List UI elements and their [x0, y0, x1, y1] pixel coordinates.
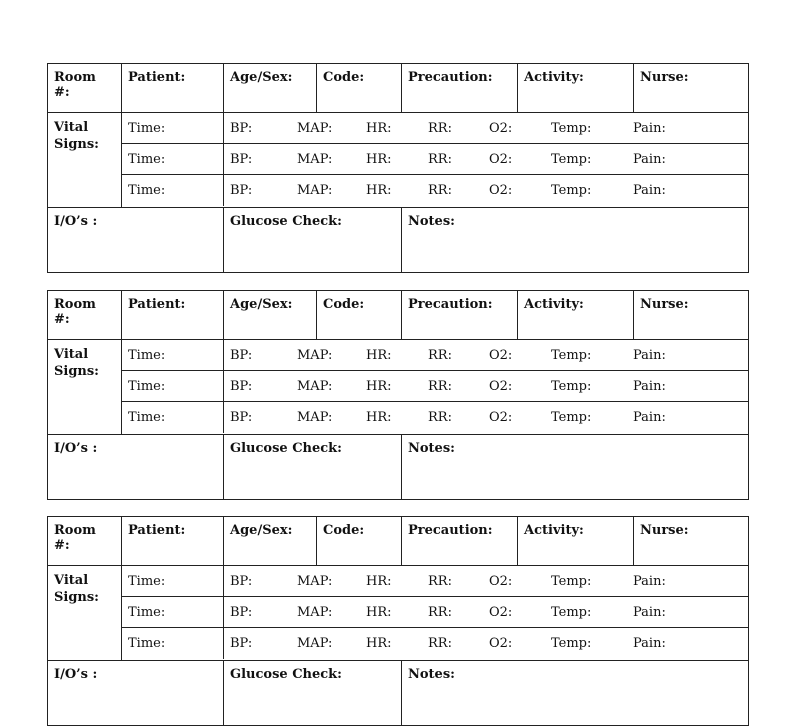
- age-sex-label: Age/Sex:: [230, 523, 293, 538]
- o2-label: O2:: [489, 573, 513, 589]
- activity-field[interactable]: [518, 517, 634, 565]
- age-sex-label: Age/Sex:: [230, 70, 293, 85]
- nurse-label: Nurse:: [640, 523, 689, 538]
- vital-signs-label: [48, 113, 122, 207]
- io-label: I/O’s :: [54, 441, 98, 456]
- io-row: [48, 661, 748, 725]
- vital-label-line2: Signs:: [54, 137, 99, 152]
- code-label: Code:: [323, 297, 365, 312]
- temp-label: Temp:: [551, 120, 592, 136]
- patient-field[interactable]: [122, 291, 224, 339]
- vital-row[interactable]: [122, 566, 748, 597]
- vital-row[interactable]: [122, 597, 748, 628]
- temp-label: Temp:: [551, 573, 592, 589]
- precaution-label: Precaution:: [408, 523, 493, 538]
- notes-label: Notes:: [408, 667, 455, 682]
- rr-label: RR:: [428, 183, 452, 198]
- bp-label: BP:: [230, 636, 253, 651]
- activity-label: Activity:: [524, 297, 584, 312]
- vital-row[interactable]: [122, 340, 748, 371]
- hr-label: HR:: [366, 120, 392, 136]
- rr-label: RR:: [428, 347, 452, 363]
- pain-label: Pain:: [633, 378, 666, 394]
- o2-label: O2:: [489, 410, 513, 425]
- map-label: MAP:: [297, 604, 333, 620]
- room-label: Room #:: [54, 70, 96, 100]
- room-field[interactable]: [48, 64, 122, 112]
- hr-label: HR:: [366, 183, 392, 198]
- nurse-field[interactable]: [634, 291, 748, 339]
- pain-label: Pain:: [633, 573, 666, 589]
- patient-label: Patient:: [128, 297, 186, 312]
- activity-label: Activity:: [524, 70, 584, 85]
- map-label: MAP:: [297, 183, 333, 198]
- temp-label: Temp:: [551, 636, 592, 651]
- nurse-field[interactable]: [634, 64, 748, 112]
- time-label: Time:: [122, 113, 224, 143]
- hr-label: HR:: [366, 378, 392, 394]
- time-label: Time:: [122, 597, 224, 627]
- io-field[interactable]: [48, 208, 224, 272]
- notes-field[interactable]: [402, 208, 748, 272]
- notes-field[interactable]: [402, 435, 748, 499]
- io-label: I/O’s :: [54, 214, 98, 229]
- vital-label-line2: Signs:: [54, 590, 99, 605]
- vital-signs-section: [48, 566, 748, 661]
- activity-field[interactable]: [518, 291, 634, 339]
- nurse-field[interactable]: [634, 517, 748, 565]
- pain-label: Pain:: [633, 604, 666, 620]
- temp-label: Temp:: [551, 378, 592, 394]
- patient-label: Patient:: [128, 70, 186, 85]
- vital-signs-label: [48, 340, 122, 434]
- age-sex-field[interactable]: [224, 517, 317, 565]
- time-label: Time:: [122, 566, 224, 596]
- header-row: [48, 64, 748, 113]
- vital-row[interactable]: [122, 402, 748, 433]
- map-label: MAP:: [297, 573, 333, 589]
- o2-label: O2:: [489, 347, 513, 363]
- header-row: [48, 517, 748, 566]
- vital-row[interactable]: [122, 371, 748, 402]
- vital-row[interactable]: [122, 628, 748, 659]
- glucose-label: Glucose Check:: [230, 667, 342, 682]
- pain-label: Pain:: [633, 151, 666, 167]
- bp-label: BP:: [230, 120, 253, 136]
- code-field[interactable]: [317, 291, 402, 339]
- precaution-field[interactable]: [402, 64, 518, 112]
- room-field[interactable]: [48, 291, 122, 339]
- age-sex-field[interactable]: [224, 64, 317, 112]
- bp-label: BP:: [230, 573, 253, 589]
- hr-label: HR:: [366, 151, 392, 167]
- precaution-label: Precaution:: [408, 297, 493, 312]
- vital-signs-section: [48, 113, 748, 208]
- hr-label: HR:: [366, 347, 392, 363]
- o2-label: O2:: [489, 120, 513, 136]
- temp-label: Temp:: [551, 410, 592, 425]
- io-row: [48, 208, 748, 272]
- io-row: [48, 435, 748, 499]
- glucose-field[interactable]: [224, 208, 402, 272]
- vital-row[interactable]: [122, 113, 748, 144]
- patient-field[interactable]: [122, 64, 224, 112]
- vital-label-line1: Vital: [54, 120, 89, 135]
- temp-label: Temp:: [551, 347, 592, 363]
- precaution-field[interactable]: [402, 517, 518, 565]
- patient-card-3: [47, 516, 749, 726]
- temp-label: Temp:: [551, 604, 592, 620]
- vital-row[interactable]: [122, 144, 748, 175]
- header-row: [48, 291, 748, 340]
- hr-label: HR:: [366, 636, 392, 651]
- map-label: MAP:: [297, 636, 333, 651]
- temp-label: Temp:: [551, 151, 592, 167]
- map-label: MAP:: [297, 347, 333, 363]
- glucose-field[interactable]: [224, 435, 402, 499]
- patient-card-1: [47, 63, 749, 273]
- bp-label: BP:: [230, 151, 253, 167]
- vital-signs-section: [48, 340, 748, 435]
- activity-field[interactable]: [518, 64, 634, 112]
- o2-label: O2:: [489, 378, 513, 394]
- precaution-label: Precaution:: [408, 70, 493, 85]
- age-sex-label: Age/Sex:: [230, 297, 293, 312]
- room-field[interactable]: [48, 517, 122, 565]
- vital-label-line2: Signs:: [54, 364, 99, 379]
- age-sex-field[interactable]: [224, 291, 317, 339]
- time-label: Time:: [122, 175, 224, 206]
- rr-label: RR:: [428, 151, 452, 167]
- nurse-label: Nurse:: [640, 70, 689, 85]
- rr-label: RR:: [428, 410, 452, 425]
- rr-label: RR:: [428, 604, 452, 620]
- code-field[interactable]: [317, 517, 402, 565]
- vital-label-line1: Vital: [54, 573, 89, 588]
- notes-field[interactable]: [402, 661, 748, 725]
- time-label: Time:: [122, 371, 224, 401]
- hr-label: HR:: [366, 573, 392, 589]
- nurse-label: Nurse:: [640, 297, 689, 312]
- notes-label: Notes:: [408, 441, 455, 456]
- map-label: MAP:: [297, 120, 333, 136]
- map-label: MAP:: [297, 151, 333, 167]
- rr-label: RR:: [428, 636, 452, 651]
- map-label: MAP:: [297, 410, 333, 425]
- time-label: Time:: [122, 628, 224, 659]
- bp-label: BP:: [230, 410, 253, 425]
- temp-label: Temp:: [551, 183, 592, 198]
- room-label: Room #:: [54, 297, 96, 327]
- time-label: Time:: [122, 402, 224, 433]
- patient-label: Patient:: [128, 523, 186, 538]
- precaution-field[interactable]: [402, 291, 518, 339]
- glucose-label: Glucose Check:: [230, 214, 342, 229]
- code-label: Code:: [323, 70, 365, 85]
- code-field[interactable]: [317, 64, 402, 112]
- code-label: Code:: [323, 523, 365, 538]
- hr-label: HR:: [366, 604, 392, 620]
- hr-label: HR:: [366, 410, 392, 425]
- o2-label: O2:: [489, 151, 513, 167]
- pain-label: Pain:: [633, 120, 666, 136]
- time-label: Time:: [122, 340, 224, 370]
- pain-label: Pain:: [633, 183, 666, 198]
- bp-label: BP:: [230, 604, 253, 620]
- o2-label: O2:: [489, 604, 513, 620]
- vital-label-line1: Vital: [54, 347, 89, 362]
- map-label: MAP:: [297, 378, 333, 394]
- bp-label: BP:: [230, 183, 253, 198]
- pain-label: Pain:: [633, 347, 666, 363]
- io-field[interactable]: [48, 435, 224, 499]
- vital-signs-label: [48, 566, 122, 660]
- room-label: Room #:: [54, 523, 96, 553]
- patient-card-2: [47, 290, 749, 500]
- rr-label: RR:: [428, 378, 452, 394]
- rr-label: RR:: [428, 120, 452, 136]
- vital-row[interactable]: [122, 175, 748, 206]
- activity-label: Activity:: [524, 523, 584, 538]
- notes-label: Notes:: [408, 214, 455, 229]
- io-label: I/O’s :: [54, 667, 98, 682]
- pain-label: Pain:: [633, 410, 666, 425]
- io-field[interactable]: [48, 661, 224, 725]
- rr-label: RR:: [428, 573, 452, 589]
- bp-label: BP:: [230, 347, 253, 363]
- glucose-label: Glucose Check:: [230, 441, 342, 456]
- bp-label: BP:: [230, 378, 253, 394]
- time-label: Time:: [122, 144, 224, 174]
- patient-field[interactable]: [122, 517, 224, 565]
- o2-label: O2:: [489, 183, 513, 198]
- glucose-field[interactable]: [224, 661, 402, 725]
- o2-label: O2:: [489, 636, 513, 651]
- pain-label: Pain:: [633, 636, 666, 651]
